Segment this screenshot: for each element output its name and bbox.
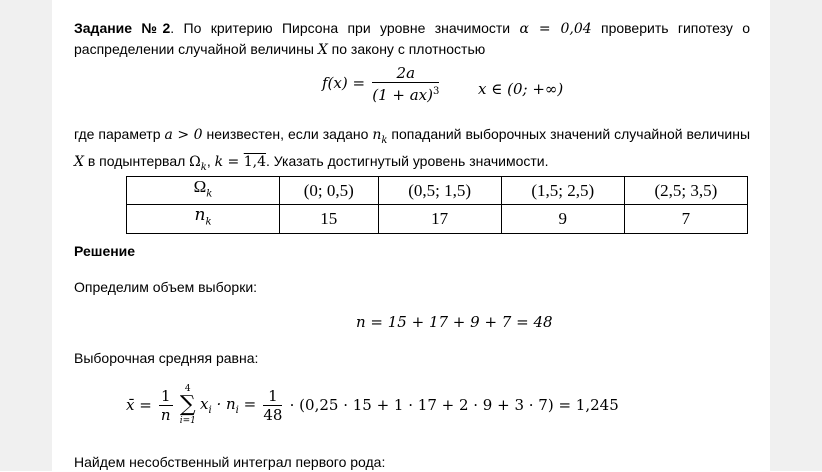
parameter-paragraph: где параметр a > 0 неизвестен, если задано $n_k$ попаданий выборочных значений случайной величины X в подынтервал $\Omega_k$, k = 1,4. Указать достигнутый уровень значимости. <box>74 126 751 173</box>
table-cell: 15 <box>280 205 379 233</box>
table-cell: 9 <box>501 205 624 233</box>
table-cell: 7 <box>624 205 747 233</box>
volume-text: Определим объем выборки: <box>74 279 258 295</box>
table-cell: (0,5; 1,5) <box>378 177 501 205</box>
density-formula: f(x) = $\frac{2a}{(1 + ax)^3}$ <box>322 64 440 104</box>
data-table <box>126 176 748 234</box>
task-paragraph: Задание №2. По критерию Пирсона при уровне значимости α = 0,04 проверить гипотезу о распределении случайной величины X по закону с плотностью <box>74 20 750 58</box>
table-header-n: $n_k$ <box>127 205 280 233</box>
integral-text: Найдем несобственный интеграл первого рода: <box>74 454 386 470</box>
solution-heading: Решение <box>74 243 136 259</box>
task-title: Задание №2 <box>74 20 171 36</box>
table-row <box>127 177 748 205</box>
volume-formula: n = 15 + 17 + 9 + 7 = 48 <box>356 313 553 331</box>
table-cell: (1,5; 2,5) <box>501 177 624 205</box>
density-domain: x ∈ (0; +∞) <box>478 80 564 98</box>
table-row <box>127 205 748 233</box>
table-cell: (0; 0,5) <box>280 177 379 205</box>
right-margin <box>770 0 822 471</box>
sum-operator: 4 ∑ i=1 <box>179 384 196 426</box>
table-header-omega: $\Omega_k$ <box>127 177 280 205</box>
mean-formula: x̄ = $\frac{1}{n}$ 4 ∑ i=1 $x_i \cdot n_i$ = $\frac{1}{48}$ · (0,25 · 15 + 1 · 17 + 2 · 9 + 3 · 7) = 1,245 <box>126 384 619 426</box>
table-cell: 17 <box>378 205 501 233</box>
table-cell: (2,5; 3,5) <box>624 177 747 205</box>
alpha-value: α = 0,04 <box>519 21 592 37</box>
mean-text: Выборочная средняя равна: <box>74 350 259 366</box>
left-margin <box>0 0 52 471</box>
